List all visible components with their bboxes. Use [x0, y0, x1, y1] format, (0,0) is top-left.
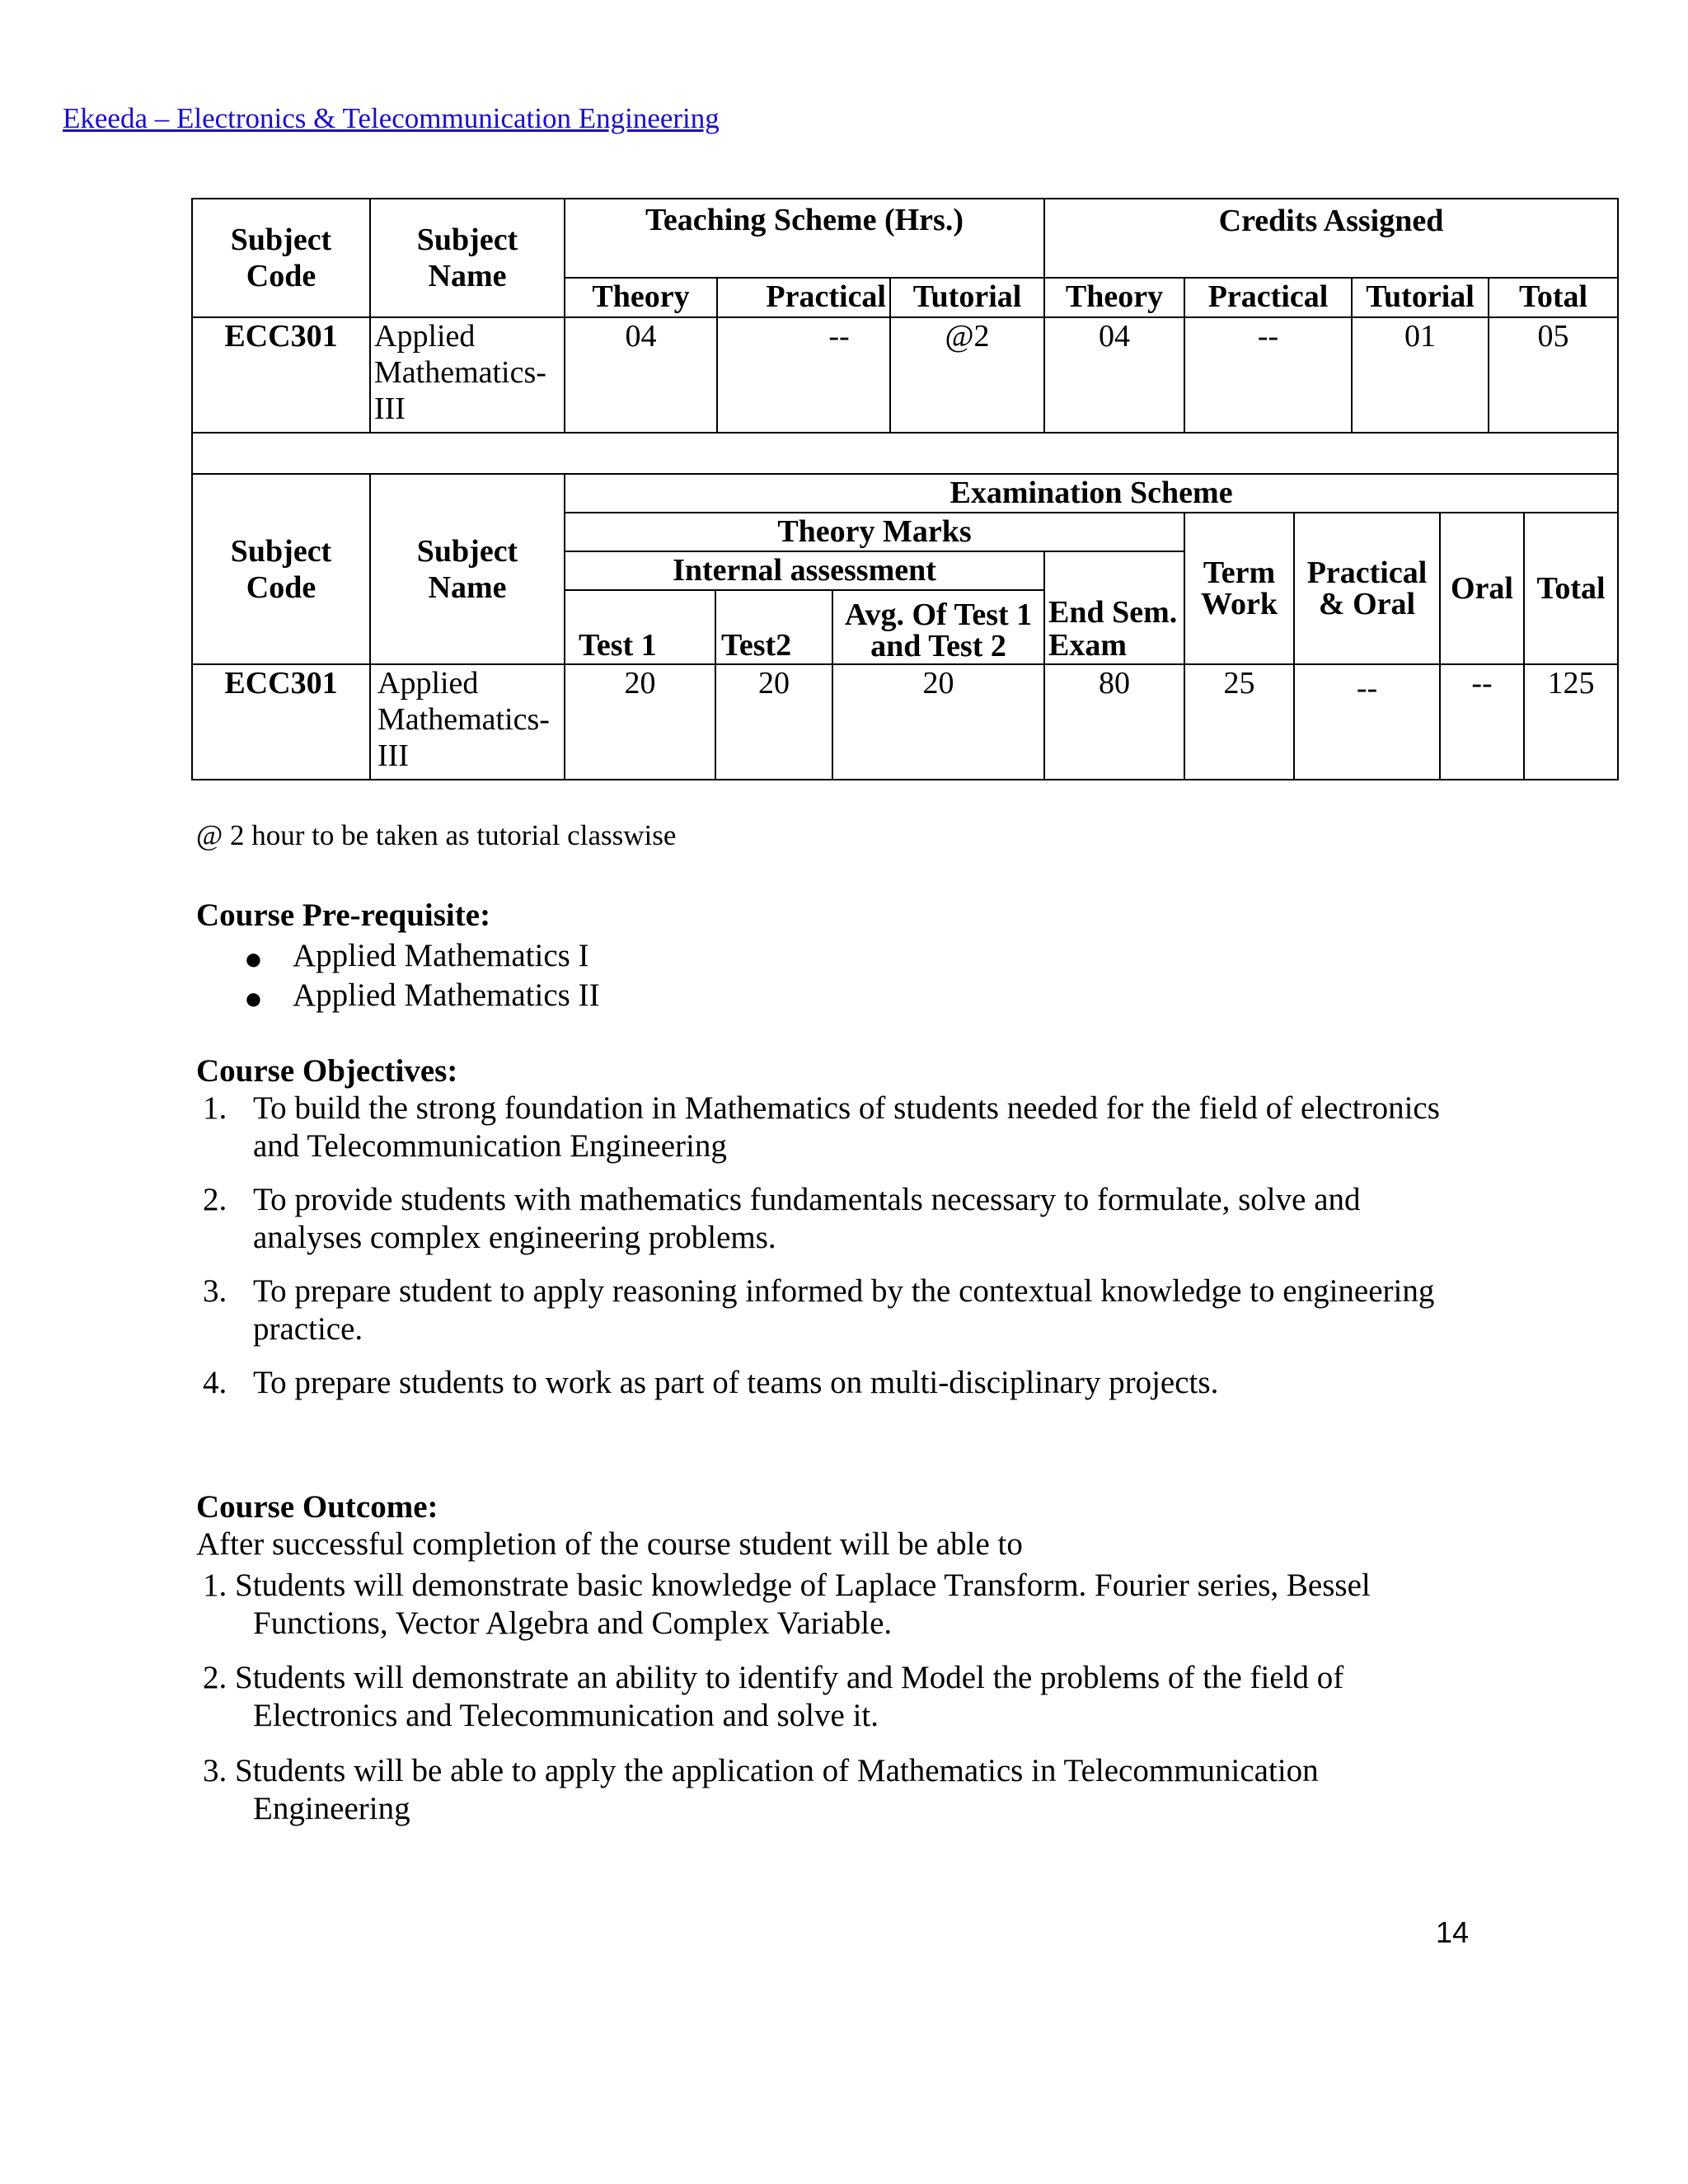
objective-line: practice.: [253, 1311, 363, 1347]
tutorial-note: @ 2 hour to be taken as tutorial classwise: [196, 819, 677, 851]
page-number: 14: [1436, 1915, 1470, 1949]
subheader-practical: Practical: [717, 278, 890, 317]
header-avg-test: Avg. Of Test 1 and Test 2: [832, 590, 1044, 664]
cell-total-marks: 125: [1524, 664, 1618, 780]
prerequisite-heading: Course Pre-requisite:: [196, 898, 491, 933]
outcome-line: Electronics and Telecommunication and solve it.: [253, 1698, 879, 1733]
examination-scheme-table: [191, 473, 1619, 780]
objective-line: To provide students with mathematics fundamentals necessary to formulate, solve and: [253, 1182, 1361, 1217]
prerequisite-item: Applied Mathematics I: [293, 938, 589, 973]
objective-line: To prepare students to work as part of teams on multi-disciplinary projects.: [253, 1365, 1219, 1400]
cell-avg-test: 20: [832, 664, 1044, 780]
outcome-line: 1. Students will demonstrate basic knowledge of Laplace Transform. Fourier series, Bessel: [203, 1568, 1371, 1603]
header-exam-subject-name: Subject Name: [370, 474, 565, 664]
header-credits-assigned: Credits Assigned: [1044, 199, 1618, 278]
bullet-icon: ●: [244, 982, 263, 1016]
header-end-sem-exam: End Sem. Exam: [1044, 551, 1184, 664]
cell-total-credits: 05: [1489, 317, 1618, 433]
header-test1: Test 1: [565, 590, 715, 664]
header-practical-oral: Practical & Oral: [1294, 513, 1440, 664]
teaching-scheme-table: [191, 198, 1619, 434]
objective-number: 4.: [203, 1365, 227, 1400]
prerequisite-item: Applied Mathematics II: [293, 977, 600, 1013]
outcome-line: Functions, Vector Algebra and Complex Variable.: [253, 1605, 893, 1641]
cell-tutorial-hrs: @2: [890, 317, 1044, 433]
subheader-credit-total: Total: [1489, 278, 1618, 317]
table-spacer: [191, 433, 1619, 473]
objectives-heading: Course Objectives:: [196, 1053, 458, 1089]
outcome-intro: After successful completion of the course student will be able to: [196, 1526, 1023, 1562]
cell-test1: 20: [565, 664, 715, 780]
subheader-credit-practical: Practical: [1184, 278, 1352, 317]
header-link[interactable]: Ekeeda – Electronics & Telecommunication Engineering: [63, 102, 720, 134]
cell-term-work: 25: [1184, 664, 1294, 780]
objective-line: To prepare student to apply reasoning informed by the contextual knowledge to engineering: [253, 1273, 1435, 1309]
header-oral: Oral: [1440, 513, 1524, 664]
header-total: Total: [1524, 513, 1618, 664]
header-subject-name: Subject Name: [370, 199, 565, 317]
cell-practical-hrs: --: [717, 317, 890, 433]
cell-tutorial-credits: 01: [1352, 317, 1489, 433]
exam-row-subject-name: Applied Mathematics-III: [370, 664, 565, 780]
bullet-icon: ●: [244, 942, 263, 977]
objective-line: analyses complex engineering problems.: [253, 1220, 776, 1255]
subheader-tutorial: Tutorial: [890, 278, 1044, 317]
exam-row-subject-code: ECC301: [192, 664, 370, 780]
header-term-work: Term Work: [1184, 513, 1294, 664]
cell-oral: --: [1440, 664, 1524, 780]
subheader-credit-theory: Theory: [1044, 278, 1184, 317]
objective-line: To build the strong foundation in Mathematics of students needed for the field of electronics: [253, 1090, 1440, 1126]
row-subject-code: ECC301: [192, 317, 370, 433]
cell-test2: 20: [715, 664, 832, 780]
header-theory-marks: Theory Marks: [565, 513, 1184, 551]
outcome-line: 3. Students will be able to apply the application of Mathematics in Telecommunication: [203, 1753, 1319, 1788]
objective-number: 3.: [203, 1273, 227, 1309]
header-exam-subject-code: Subject Code: [192, 474, 370, 664]
header-teaching-scheme: Teaching Scheme (Hrs.): [565, 199, 1044, 278]
outcome-line: Engineering: [253, 1791, 410, 1826]
objective-number: 1.: [203, 1090, 227, 1126]
header-internal-assessment: Internal assessment: [565, 551, 1044, 590]
outcome-heading: Course Outcome:: [196, 1489, 438, 1525]
outcome-line: 2. Students will demonstrate an ability to identify and Model the problems of the field of: [203, 1660, 1344, 1695]
cell-practical-credits: --: [1184, 317, 1352, 433]
row-subject-name: Applied Mathematics-III: [370, 317, 565, 433]
cell-theory-hrs: 04: [565, 317, 717, 433]
header-subject-code: Subject Code: [192, 199, 370, 317]
objective-number: 2.: [203, 1182, 227, 1217]
subheader-credit-tutorial: Tutorial: [1352, 278, 1489, 317]
cell-end-sem: 80: [1044, 664, 1184, 780]
header-examination-scheme: Examination Scheme: [565, 474, 1618, 513]
cell-practical-oral: --: [1294, 664, 1440, 780]
cell-theory-credits: 04: [1044, 317, 1184, 433]
subheader-theory: Theory: [565, 278, 717, 317]
header-test2: Test2: [715, 590, 832, 664]
objective-line: and Telecommunication Engineering: [253, 1128, 727, 1164]
